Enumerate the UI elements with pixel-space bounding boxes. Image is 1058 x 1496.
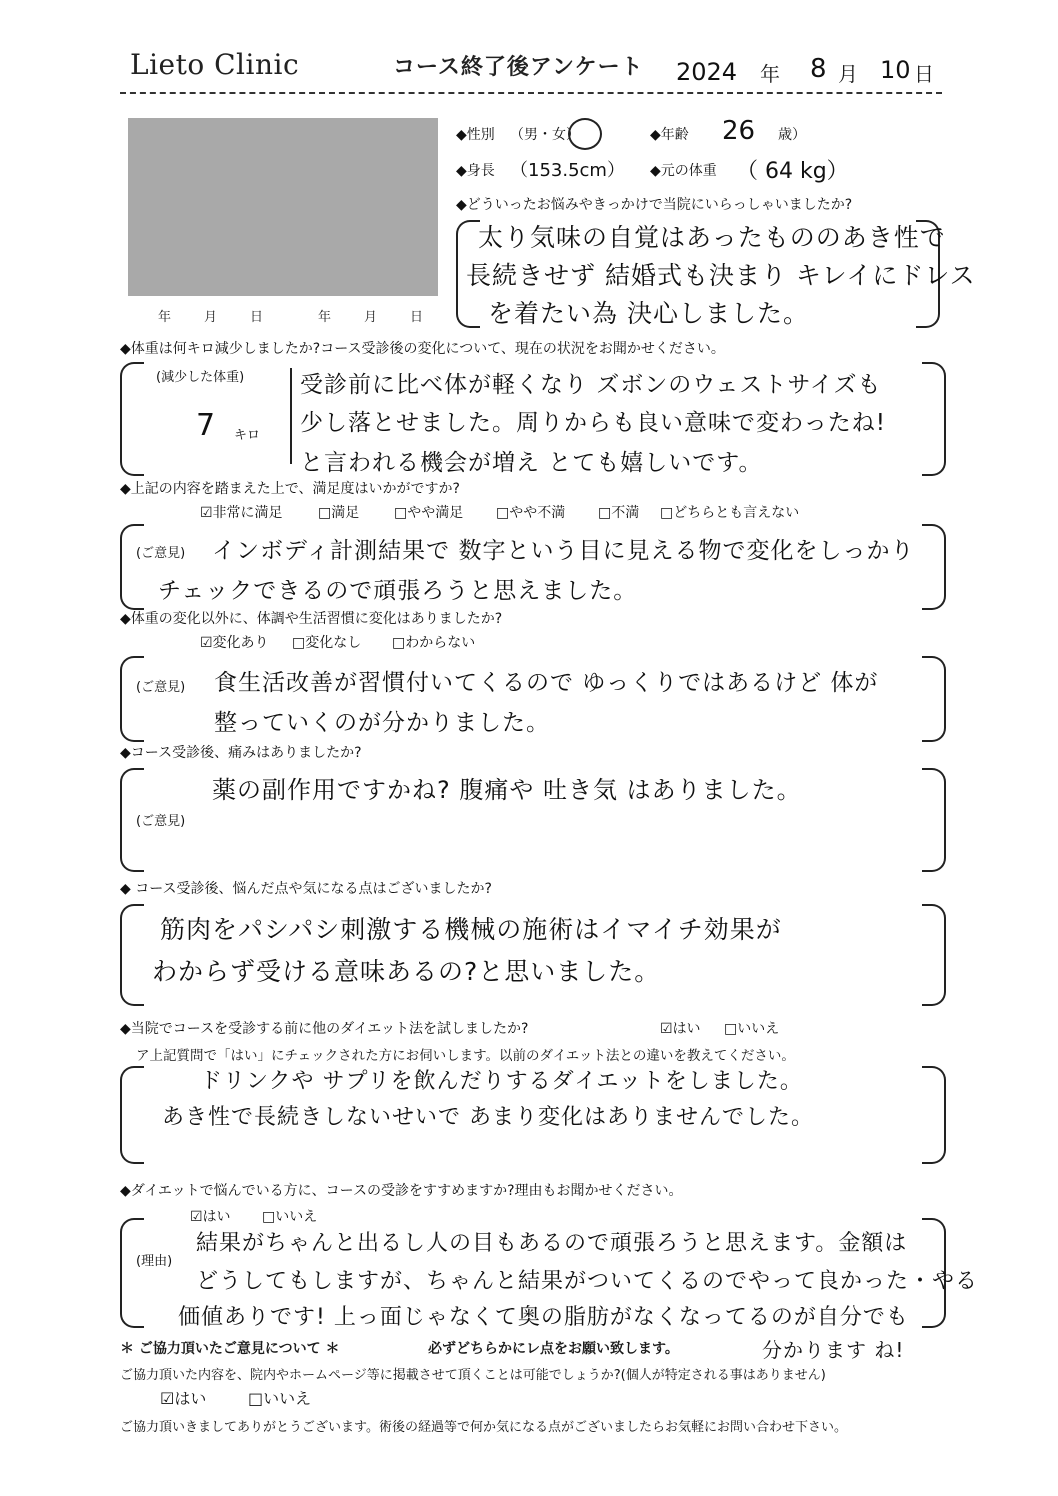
age-label: ◆年齢 <box>650 127 689 143</box>
lifestyle-bracket-right <box>922 656 946 742</box>
height-label: ◆身長 <box>456 163 495 179</box>
concern-answer-line-2[interactable]: わからず受ける意味あるの?と思いました。 <box>152 957 661 986</box>
pain-opinion-label: (ご意見) <box>136 814 186 829</box>
recommend-answer-line-2[interactable]: どうしてもしますが、ちゃんと結果がついてくるのでやって良かった・やる <box>196 1269 979 1294</box>
date-month[interactable]: 8 <box>810 54 827 84</box>
prior-diet-option-yes[interactable]: ☑はい <box>660 1021 701 1037</box>
prior-diet-question: ◆当院でコースを受診する前に他のダイエット法を試しましたか? <box>120 1021 529 1037</box>
recommend-question: ◆ダイエットで悩んでいる方に、コースの受診をすすめますか?理由もお聞かせください。 <box>120 1183 683 1199</box>
survey-title: コース終了後アンケート <box>393 55 644 80</box>
satisfaction-option-neutral[interactable]: □どちらとも言えない <box>660 505 800 521</box>
concern-bracket-left <box>120 904 144 1006</box>
prior-diet-bracket-right <box>922 1066 946 1164</box>
satisfaction-answer-line-2[interactable]: チェックできるので頑張ろうと思えました。 <box>158 578 638 604</box>
gender-circle <box>568 118 602 150</box>
lifestyle-answer-line-2[interactable]: 整っていくのが分かりました。 <box>214 710 550 736</box>
satisfaction-option-somewhat-satisfied[interactable]: □やや満足 <box>394 505 464 521</box>
recommend-answer-line-1[interactable]: 結果がちゃんと出るし人の目もあるので頑張ろうと思えます。金額は <box>196 1231 908 1256</box>
lifestyle-option-changed[interactable]: ☑変化あり <box>200 635 269 651</box>
weight-answer-line-3[interactable]: と言われる機会が増え とても嬉しいです。 <box>300 450 763 476</box>
recommend-option-yes[interactable]: ☑はい <box>190 1209 231 1225</box>
thanks-message: ご協力頂いきましてありがとうございます。術後の経過等で何か気になる点がございましたらお気軽にお問い合わせ下さい。 <box>120 1420 847 1435</box>
pain-answer-line-1[interactable]: 薬の副作用ですかね? 腹痛や 吐き気 はありました。 <box>212 776 802 804</box>
satisfaction-bracket-left <box>120 524 144 610</box>
weight-divider <box>290 368 292 464</box>
satisfaction-option-very-satisfied[interactable]: ☑非常に満足 <box>200 505 283 521</box>
weight-answer-line-2[interactable]: 少し落とせました。周りからも良い意味で変わったね! <box>300 410 886 436</box>
recommend-bracket-left <box>120 1218 144 1328</box>
weight-bracket-left <box>120 362 144 476</box>
lifestyle-bracket-left <box>120 656 144 742</box>
header-divider <box>120 92 942 94</box>
pain-question: ◆コース受診後、痛みはありましたか? <box>120 745 362 761</box>
publish-question: ご協力頂いた内容を、院内やホームページ等に掲載させて頂くことは可能でしょうか?(個人が特定される事はありません) <box>120 1368 826 1383</box>
weight-answer-line-1[interactable]: 受診前に比べ体が軽くなり ズボンのウェストサイズも <box>300 372 882 398</box>
orig-weight-label: ◆元の体重 <box>650 163 717 179</box>
satisfaction-answer-line-1[interactable]: インボディ計測結果で 数字という目に見える物で変化をしっかり <box>212 538 915 564</box>
date-year-unit: 年 <box>760 62 780 86</box>
satisfaction-opinion-label: (ご意見) <box>136 546 186 561</box>
cooperation-title: ＊ ご協力頂いたご意見について ＊ <box>120 1341 340 1357</box>
lifestyle-opinion-label: (ご意見) <box>136 680 186 695</box>
lifestyle-question: ◆体重の変化以外に、体調や生活習慣に変化はありましたか? <box>120 611 503 627</box>
motivation-answer-line-3[interactable]: を着たい為 決心しました。 <box>488 299 809 328</box>
photo-placeholder <box>128 118 438 296</box>
pain-bracket-right <box>922 768 946 872</box>
concern-question: ◆ コース受診後、悩んだ点や気になる点はございましたか? <box>120 881 492 897</box>
weight-question: ◆体重は何キロ減少しましたか?コース受診後の変化について、現在の状況をお聞かせください。 <box>120 341 725 357</box>
weight-bracket-right <box>922 362 946 476</box>
prior-diet-answer-line-1[interactable]: ドリンクや サプリを飲んだりするダイエットをしました。 <box>200 1069 803 1094</box>
satisfaction-option-somewhat-dissatisfied[interactable]: □やや不満 <box>496 505 566 521</box>
lifestyle-option-unknown[interactable]: □わからない <box>392 635 476 651</box>
recommend-answer-line-4[interactable]: 分かります ね! <box>762 1338 905 1362</box>
prior-diet-answer-line-2[interactable]: あき性で長続きしないせいで あまり変化はありませんでした。 <box>162 1105 814 1130</box>
satisfaction-option-satisfied[interactable]: □満足 <box>318 505 360 521</box>
motivation-question: ◆どういったお悩みやきっかけで当院にいらっしゃいましたか? <box>456 197 853 213</box>
age-unit: 歳） <box>778 127 806 143</box>
concern-answer-line-1[interactable]: 筋肉をパシパシ刺激する機械の施術はイマイチ効果が <box>160 915 782 944</box>
satisfaction-bracket-right <box>922 524 946 610</box>
publish-option-yes[interactable]: ☑はい <box>160 1389 207 1408</box>
reduced-weight-value[interactable]: 7 <box>196 408 216 443</box>
prior-diet-option-no[interactable]: □いいえ <box>724 1021 780 1037</box>
height-value[interactable]: （153.5cm） <box>510 160 625 181</box>
check-request: 必ずどちらかにレ点をお願い致します。 <box>428 1341 679 1357</box>
date-month-unit: 月 <box>838 62 858 86</box>
publish-option-no[interactable]: □いいえ <box>248 1389 312 1408</box>
gender-label: ◆性別 <box>456 127 495 143</box>
reduced-weight-label: (減少した体重) <box>156 370 245 385</box>
photo-date-after: 年 月 日 <box>318 310 434 325</box>
date-day-unit: 日 <box>914 62 934 86</box>
concern-bracket-right <box>922 904 946 1006</box>
clinic-brand: Lieto Clinic <box>130 48 300 81</box>
date-day[interactable]: 10 <box>880 56 911 84</box>
gender-value[interactable]: （男・女） <box>510 127 580 143</box>
recommend-option-no[interactable]: □いいえ <box>262 1209 318 1225</box>
satisfaction-option-dissatisfied[interactable]: □不満 <box>598 505 640 521</box>
motivation-answer-line-1[interactable]: 太り気味の自覚はあったもののあき性で <box>478 223 946 252</box>
recommend-reason-label: (理由) <box>136 1254 173 1269</box>
recommend-answer-line-3[interactable]: 価値ありです! 上っ面じゃなくて奥の脂肪がなくなってるのが自分でも <box>178 1305 909 1330</box>
motivation-answer-line-2[interactable]: 長続きせず 結婚式も決まり キレイにドレス <box>466 261 976 290</box>
age-value[interactable]: 26 <box>722 116 756 146</box>
lifestyle-answer-line-1[interactable]: 食生活改善が習慣付いてくるので ゆっくりではあるけど 体が <box>214 670 879 696</box>
date-year[interactable]: 2024 <box>676 58 738 86</box>
prior-diet-sub-question: ア上記質問で「はい」にチェックされた方にお伺いします。以前のダイエット法との違いを教えてください。 <box>136 1048 795 1064</box>
orig-weight-value[interactable]: （ 64 kg） <box>736 159 849 184</box>
satisfaction-question: ◆上記の内容を踏まえた上で、満足度はいかがですか? <box>120 481 460 497</box>
prior-diet-bracket-left <box>120 1066 144 1164</box>
photo-date-before: 年 月 日 <box>158 310 274 325</box>
reduced-weight-unit: キロ <box>234 428 261 443</box>
lifestyle-option-no-change[interactable]: □変化なし <box>292 635 362 651</box>
